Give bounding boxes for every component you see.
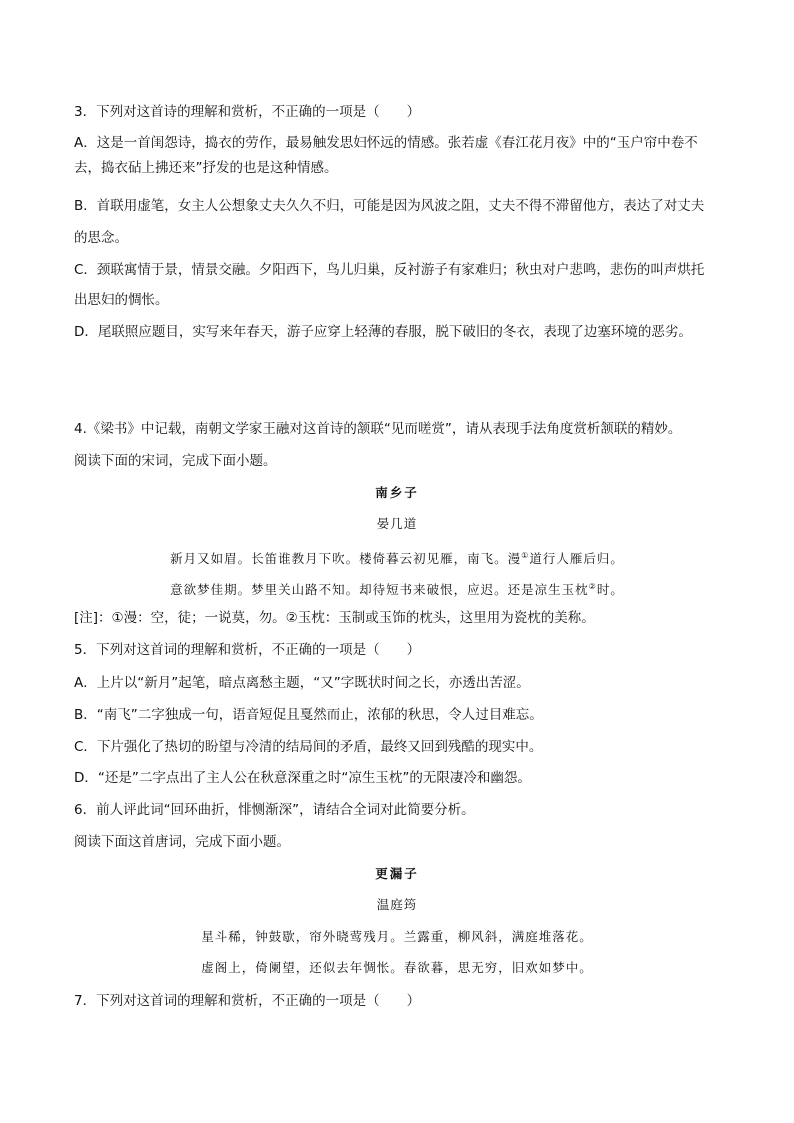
poem2-stanza1: 星斗稀，钟鼓歇，帘外晓莺残月。兰露重，柳风斜，满庭堆落花。 — [201, 929, 593, 944]
q5-option-a: A．上片以“新月”起笔，暗点离愁主题，“又”字既状时间之长，亦透出苦涩。 — [74, 675, 530, 691]
footnote-marker-2: ② — [588, 582, 597, 591]
q3-option-a-line2: 去，捣衣砧上拂还来”抒发的也是这种情感。 — [74, 160, 338, 176]
poem1-annotation: [注]：①漫：空，徒；一说莫，勿。②玉枕：玉制或玉饰的枕头，这里用为瓷枕的美称。 — [74, 610, 595, 626]
q5-option-d: D．“还是”二字点出了主人公在秋意深重之时“凉生玉枕”的无限凄冷和幽怨。 — [74, 770, 531, 786]
poem1-stanza1-tail: 道行人雁后归。 — [529, 551, 624, 567]
q7-stem: 7．下列对这首词的理解和赏析，不正确的一项是（ ） — [74, 993, 421, 1009]
poem2-author: 温庭筠 — [376, 897, 418, 912]
footnote-marker-1: ① — [521, 551, 530, 560]
q3-option-d: D．尾联照应题目，实写来年春天，游子应穿上轻薄的春服，脱下破旧的冬衣，表现了边塞环境的恶劣。 — [74, 324, 692, 340]
poem1-stanza1 — [0, 547, 794, 568]
poem1-stanza2 — [0, 578, 794, 599]
reading-intro-tang: 阅读下面这首唐词，完成下面小题。 — [74, 834, 290, 850]
poem2-title: 更漏子 — [375, 866, 419, 881]
q4-stem: 4.《梁书》中记载，南朝文学家王融对这首诗的颔联“见而嗟赏”，请从表现手法角度赏析颔联的精妙。 — [74, 421, 682, 437]
q3-option-c-line2: 出思妇的惆怅。 — [74, 292, 169, 308]
reading-intro-song: 阅读下面的宋词，完成下面小题。 — [74, 453, 277, 469]
q5-option-b: B．“南飞”二字独成一句，语音短促且戛然而止，浓郁的秋思，令人过目难忘。 — [74, 707, 543, 723]
q5-option-c: C．下片强化了热切的盼望与冷清的结局间的矛盾，最终又回到残酷的现实中。 — [74, 739, 543, 755]
q3-option-c-line1: C．颈联寓情于景，情景交融。夕阳西下，鸟儿归巢，反衬游子有家难归；秋虫对户悲鸣，悲伤的叫声烘托 — [74, 262, 705, 278]
poem1-title: 南乡子 — [375, 485, 419, 500]
q3-option-b-line2: 的思念。 — [74, 230, 128, 246]
poem1-author: 晏几道 — [376, 516, 418, 531]
poem1-stanza2-text: 意欲梦佳期。梦里关山路不知。却待短书来破恨，应迟。还是凉生玉枕 — [170, 582, 589, 598]
q3-stem: 3．下列对这首诗的理解和赏析，不正确的一项是（ ） — [74, 104, 421, 120]
poem1-stanza1-text: 新月又如眉。长笛谁教月下吹。楼倚暮云初见雁，南飞。漫 — [170, 551, 522, 567]
q5-stem: 5．下列对这首词的理解和赏析，不正确的一项是（ ） — [74, 642, 421, 658]
q6-stem: 6．前人评此词“回环曲折，悱恻渐深”，请结合全词对此简要分析。 — [74, 802, 475, 818]
poem1-stanza2-tail: 时。 — [596, 582, 624, 598]
q3-option-a-line1: A．这是一首闺怨诗，捣衣的劳作，最易触发思妇怀远的情感。张若虚《春江花月夜》中的“玉户帘中卷不 — [74, 135, 698, 151]
poem2-stanza2: 虚阁上，倚阑望，还似去年惆怅。春欲暮，思无穷，旧欢如梦中。 — [201, 960, 593, 975]
q3-option-b-line1: B．首联用虚笔，女主人公想象丈夫久久不归，可能是因为风波之阻，丈夫不得不滞留他方，表达了对丈夫 — [74, 198, 705, 214]
